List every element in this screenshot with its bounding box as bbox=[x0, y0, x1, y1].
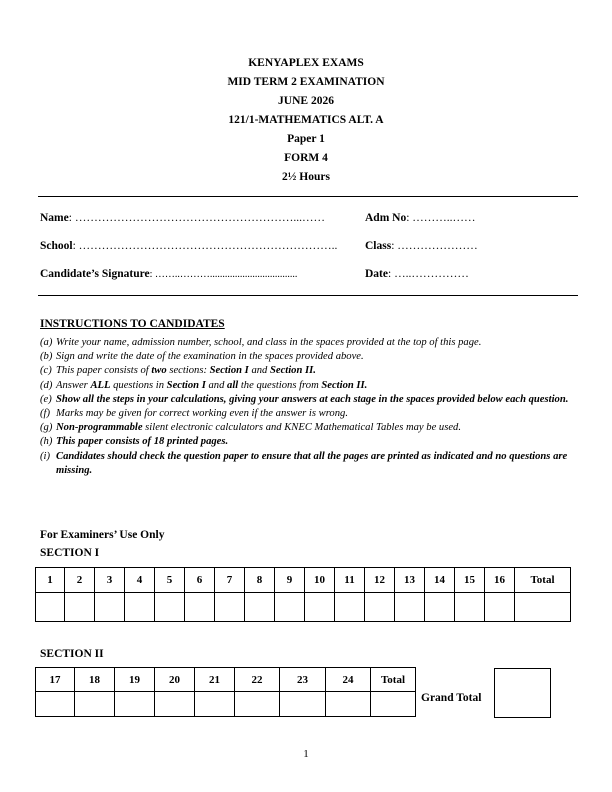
signature-date-row bbox=[40, 268, 580, 284]
q-header: 9 bbox=[275, 568, 305, 593]
score-cell[interactable] bbox=[185, 593, 215, 622]
q-header: 18 bbox=[75, 668, 115, 692]
instruction-d bbox=[40, 379, 580, 393]
q-header: 21 bbox=[195, 668, 235, 692]
q-header: 13 bbox=[395, 568, 425, 593]
instruction-text: Non-programmable silent electronic calculators and KNEC Mathematical Tables may be used. bbox=[56, 422, 461, 434]
class-field[interactable] bbox=[365, 240, 478, 252]
subject-code: 121/1-MATHEMATICS ALT. A bbox=[228, 114, 384, 126]
q-header: 16 bbox=[485, 568, 515, 593]
q-header: 24 bbox=[326, 668, 371, 692]
instruction-c bbox=[40, 364, 580, 378]
grand-total-box[interactable] bbox=[494, 668, 551, 718]
total-header: Total bbox=[371, 668, 416, 692]
date-field[interactable] bbox=[365, 268, 469, 280]
paper-number: Paper 1 bbox=[287, 133, 325, 145]
instruction-i bbox=[40, 450, 580, 478]
school-field[interactable] bbox=[40, 240, 337, 252]
name-blank: : …………………………………………………...…… bbox=[68, 212, 325, 224]
q-header: 2 bbox=[65, 568, 95, 593]
instruction-a bbox=[40, 336, 580, 350]
instruction-letter: (c) bbox=[40, 365, 52, 377]
exam-header bbox=[0, 54, 612, 187]
class-label: Class bbox=[365, 240, 392, 252]
instruction-letter: (f) bbox=[40, 408, 50, 420]
grand-total-label: Grand Total bbox=[421, 692, 482, 704]
instruction-text: Show all the steps in your calculations, giving your answers at each stage in the spaces provided below each question. bbox=[56, 393, 569, 405]
score-cell[interactable] bbox=[305, 593, 335, 622]
score-cell[interactable] bbox=[95, 593, 125, 622]
instruction-text: This paper consists of two sections: Section I and Section II. bbox=[56, 365, 316, 377]
date-label: Date bbox=[365, 268, 388, 280]
instruction-text: Answer ALL questions in Section I and all the questions from Section II. bbox=[56, 379, 368, 391]
section-1-title: SECTION I bbox=[40, 547, 100, 559]
total-cell[interactable] bbox=[515, 593, 571, 622]
class-blank: : ………………… bbox=[391, 240, 478, 252]
q-header: 12 bbox=[365, 568, 395, 593]
score-cell[interactable] bbox=[215, 593, 245, 622]
signature-blank: : ……..………................................... bbox=[149, 269, 298, 280]
q-header: 7 bbox=[215, 568, 245, 593]
score-cell[interactable] bbox=[245, 593, 275, 622]
signature-label: Candidate’s Signature bbox=[40, 268, 150, 280]
q-header: 11 bbox=[335, 568, 365, 593]
exam-title: MID TERM 2 EXAMINATION bbox=[227, 76, 385, 88]
adm-no-blank: : ………..…… bbox=[406, 212, 476, 224]
score-cell[interactable] bbox=[36, 692, 75, 717]
exam-body: KENYAPLEX EXAMS bbox=[248, 57, 364, 69]
q-header: 19 bbox=[115, 668, 155, 692]
school-label: School bbox=[40, 240, 73, 252]
section-1-score-row bbox=[36, 593, 571, 622]
top-divider bbox=[38, 196, 578, 197]
section-2-title: SECTION II bbox=[40, 648, 104, 660]
instruction-text: Sign and write the date of the examination in the spaces provided above. bbox=[56, 351, 364, 363]
adm-no-label: Adm No bbox=[365, 212, 407, 224]
school-class-row bbox=[40, 240, 580, 256]
q-header: 8 bbox=[245, 568, 275, 593]
instruction-e bbox=[40, 393, 580, 407]
exam-date: JUNE 2026 bbox=[278, 95, 334, 107]
instructions-list bbox=[40, 336, 580, 478]
examiners-use-heading: For Examiners’ Use Only bbox=[40, 529, 165, 541]
q-header: 20 bbox=[155, 668, 195, 692]
score-cell[interactable] bbox=[335, 593, 365, 622]
bottom-divider bbox=[38, 295, 578, 296]
instruction-text: Write your name, admission number, school, and class in the spaces provided at the top of this page. bbox=[56, 337, 482, 348]
score-cell[interactable] bbox=[75, 692, 115, 717]
score-cell[interactable] bbox=[425, 593, 455, 622]
page-number: 1 bbox=[303, 748, 309, 760]
instruction-h bbox=[40, 435, 580, 449]
instruction-b bbox=[40, 350, 580, 364]
section-1-header-row bbox=[36, 568, 571, 593]
instruction-g bbox=[40, 421, 580, 435]
adm-no-field[interactable] bbox=[365, 212, 476, 224]
q-header: 5 bbox=[155, 568, 185, 593]
instruction-letter: (d) bbox=[40, 379, 53, 391]
score-cell[interactable] bbox=[155, 593, 185, 622]
score-cell[interactable] bbox=[125, 593, 155, 622]
section-2-score-table bbox=[35, 667, 416, 717]
instruction-letter: (g) bbox=[40, 422, 53, 434]
total-cell[interactable] bbox=[371, 692, 416, 717]
date-blank: : …..…………… bbox=[388, 268, 469, 280]
score-cell[interactable] bbox=[485, 593, 515, 622]
instruction-letter: (i) bbox=[40, 450, 50, 462]
q-header: 23 bbox=[280, 668, 326, 692]
q-header: 6 bbox=[185, 568, 215, 593]
name-field[interactable] bbox=[40, 212, 325, 224]
q-header: 22 bbox=[235, 668, 280, 692]
duration: 2½ Hours bbox=[282, 171, 330, 183]
score-cell[interactable] bbox=[115, 692, 155, 717]
instruction-text: Candidates should check the question paper to ensure that all the pages are printed as indicated and no questions are missing. bbox=[56, 450, 568, 476]
score-cell[interactable] bbox=[455, 593, 485, 622]
q-header: 4 bbox=[125, 568, 155, 593]
score-cell[interactable] bbox=[395, 593, 425, 622]
q-header: 3 bbox=[95, 568, 125, 593]
q-header: 14 bbox=[425, 568, 455, 593]
score-cell[interactable] bbox=[326, 692, 371, 717]
instruction-text: Marks may be given for correct working even if the answer is wrong. bbox=[56, 408, 348, 420]
q-header: 17 bbox=[36, 668, 75, 692]
instruction-text: This paper consists of 18 printed pages. bbox=[56, 436, 229, 448]
score-cell[interactable] bbox=[65, 593, 95, 622]
score-cell[interactable] bbox=[235, 692, 280, 717]
score-cell[interactable] bbox=[275, 593, 305, 622]
section-2-header-row bbox=[36, 668, 416, 692]
instructions-title: INSTRUCTIONS TO CANDIDATES bbox=[40, 318, 225, 330]
score-cell[interactable] bbox=[365, 593, 395, 622]
q-header: 10 bbox=[305, 568, 335, 593]
name-label: Name bbox=[40, 212, 69, 224]
section-2-score-row bbox=[36, 692, 416, 717]
q-header: 15 bbox=[455, 568, 485, 593]
score-cell[interactable] bbox=[36, 593, 65, 622]
name-adm-row bbox=[40, 212, 580, 228]
q-header: 1 bbox=[36, 568, 65, 593]
instruction-letter: (e) bbox=[40, 393, 52, 405]
school-blank: : ………………………………………………………….. bbox=[72, 240, 338, 252]
section-1-score-table bbox=[35, 567, 571, 622]
score-cell[interactable] bbox=[155, 692, 195, 717]
instruction-letter: (a) bbox=[40, 337, 53, 348]
instruction-letter: (b) bbox=[40, 351, 53, 363]
instruction-letter: (h) bbox=[40, 436, 53, 448]
score-cell[interactable] bbox=[280, 692, 326, 717]
form-level: FORM 4 bbox=[284, 152, 328, 164]
signature-field[interactable] bbox=[40, 268, 297, 280]
total-header: Total bbox=[515, 568, 571, 593]
instruction-f bbox=[40, 407, 580, 421]
score-cell[interactable] bbox=[195, 692, 235, 717]
